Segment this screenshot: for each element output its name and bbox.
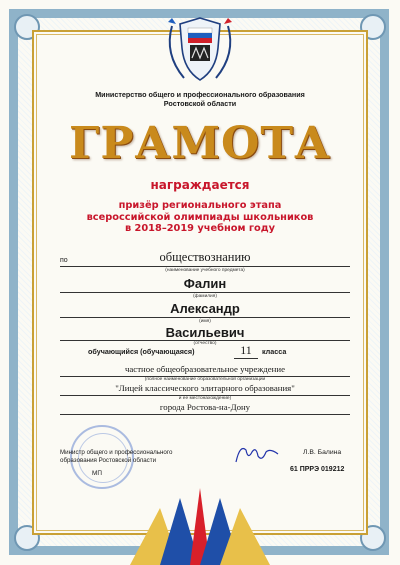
signatory-name: Л.В. Балина — [303, 449, 342, 456]
seal-place-label: МП — [92, 470, 102, 477]
serial-number: 61 ПРРЭ 019212 — [290, 466, 345, 473]
reason-line: в 2018–2019 учебном году — [124, 223, 276, 234]
field-line — [60, 414, 350, 415]
school-name: "Лицей классического элитарного образования" — [115, 383, 295, 393]
grade-value: 11 — [234, 343, 258, 359]
awarded-text: награждается — [150, 178, 250, 192]
signature-icon — [232, 440, 282, 468]
award-reason — [60, 200, 340, 235]
ministry-header — [50, 90, 350, 108]
ministry-line-2: Ростовской области — [163, 99, 237, 108]
patronymic-caption: (отчество) — [193, 341, 217, 346]
surname-value: Фалин — [183, 276, 227, 291]
studying-label: обучающийся (обучающаяся) — [88, 347, 195, 356]
signatory-title — [60, 449, 172, 465]
field-line — [60, 266, 350, 267]
olympiad-emblem-icon — [160, 14, 240, 88]
surname-caption: (фамилия) — [193, 294, 217, 299]
subject-prefix: по — [60, 257, 68, 264]
given-name-caption: (имя) — [199, 319, 211, 324]
subject-caption: (наименование учебного предмета) — [165, 268, 245, 273]
document-title: ГРАМОТА — [69, 118, 331, 169]
school-type: частное общеобразовательное учреждение — [124, 364, 286, 374]
decorative-ribbon-icon — [120, 488, 280, 565]
field-line — [60, 292, 350, 293]
reason-line: призёр регионального этапа — [118, 200, 282, 211]
given-name-value: Александр — [170, 301, 240, 316]
class-label: класса — [262, 347, 287, 356]
city-value: города Ростова-на-Дону — [159, 402, 251, 412]
patronymic-value: Васильевич — [165, 325, 245, 340]
signatory-title-line: Министр общего и профессионального — [60, 449, 173, 456]
school-caption: (полное наименование образовательной организации — [144, 377, 266, 382]
location-caption: и ее местонахождение) — [178, 396, 232, 401]
ministry-line-1: Министерство общего и профессионального образования — [95, 90, 305, 99]
subject-value: обществознанию — [159, 250, 251, 264]
signatory-title-line: образования Ростовской области — [60, 457, 157, 464]
reason-line: всероссийской олимпиады школьников — [86, 211, 314, 223]
field-line — [60, 317, 350, 318]
